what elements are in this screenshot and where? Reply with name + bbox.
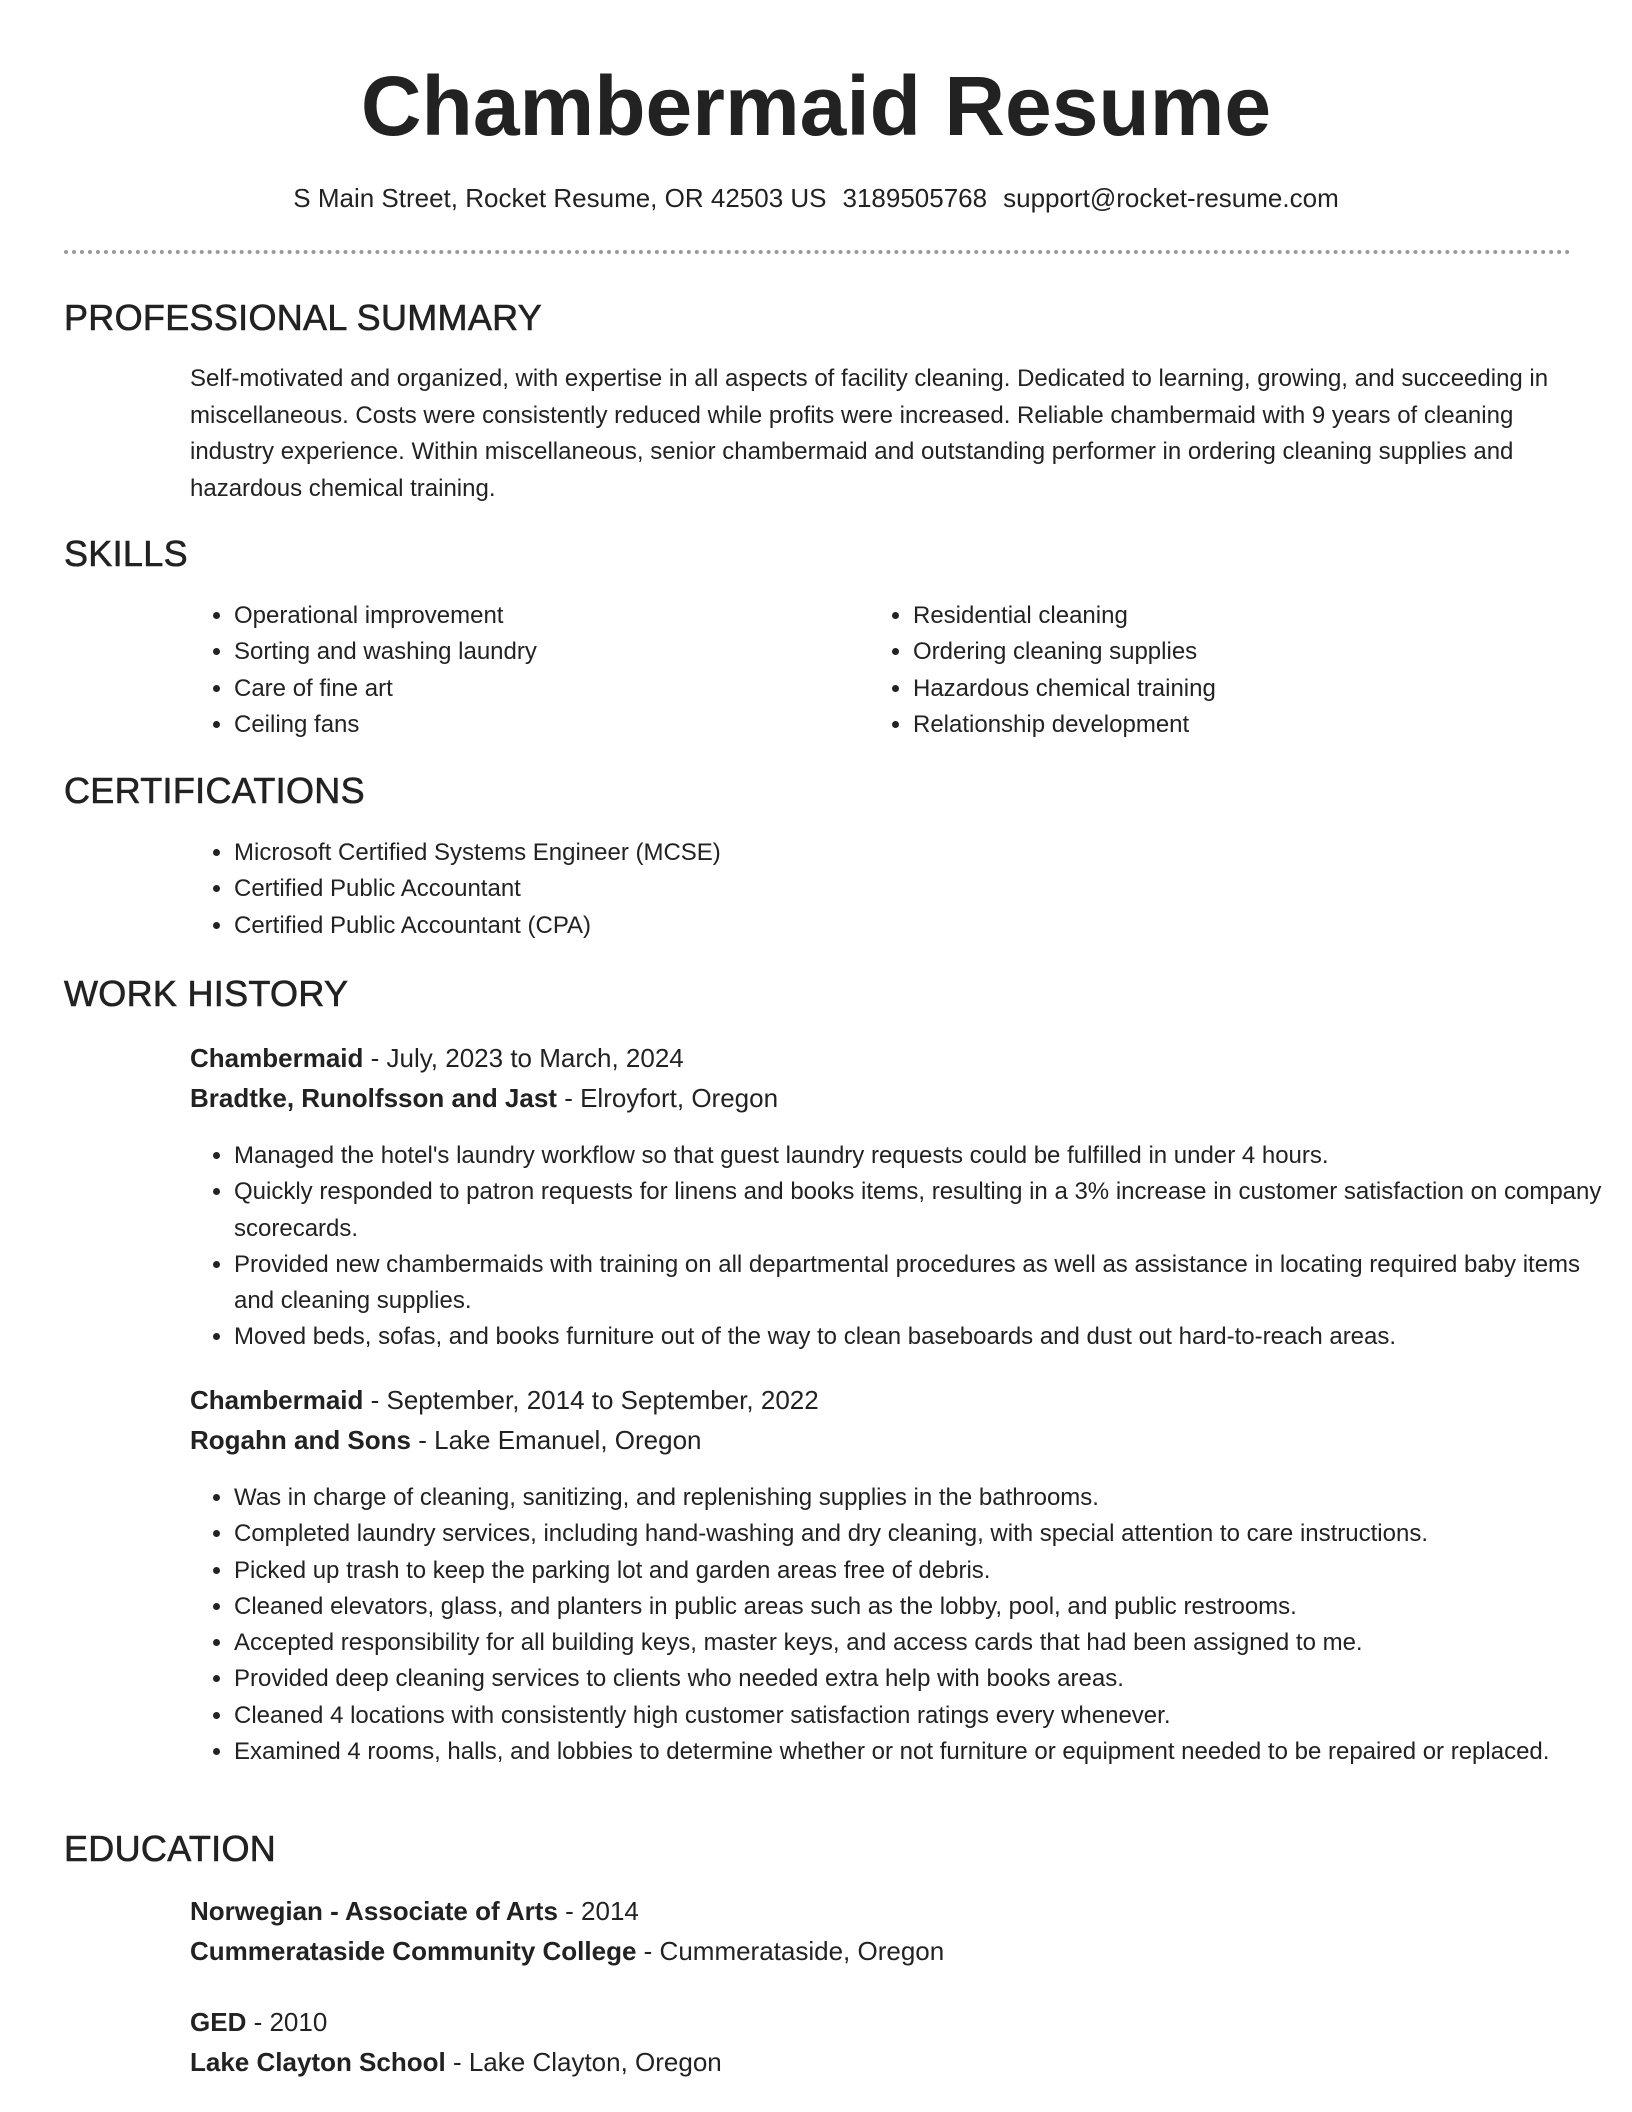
- job-bullet: • Provided new chambermaids with training on all departmental procedures as well as assistance in locating required baby items and cleaning supplies.: [234, 1247, 1616, 1320]
- contact-email: support@rocket-resume.com: [1003, 183, 1339, 213]
- job-bullet: • Accepted responsibility for all building keys, master keys, and access cards that had been assigned to me.: [234, 1625, 1616, 1661]
- section-heading-education: EDUCATION: [64, 1828, 277, 1869]
- education-school-line: [190, 1933, 944, 1969]
- skill-item: • Care of fine art: [234, 671, 834, 707]
- job-company-line: [190, 1422, 702, 1458]
- contact-address: S Main Street, Rocket Resume, OR 42503 US: [293, 183, 827, 213]
- section-heading-certifications: CERTIFICATIONS: [64, 770, 365, 811]
- job-dates: - July, 2023 to March, 2024: [363, 1043, 684, 1073]
- job-bullet: • Cleaned 4 locations with consistently high customer satisfaction ratings every whenever.: [234, 1698, 1616, 1734]
- job-bullet: • Examined 4 rooms, halls, and lobbies to determine whether or not furniture or equipment needed to be repaired or replaced.: [234, 1734, 1616, 1770]
- job-bullet: • Was in charge of cleaning, sanitizing, and replenishing supplies in the bathrooms.: [234, 1480, 1616, 1516]
- skills-list-right: [869, 598, 1553, 743]
- job-role: Chambermaid: [190, 1385, 364, 1415]
- skill-item: • Hazardous chemical training: [913, 671, 1553, 707]
- skill-item: • Residential cleaning: [913, 598, 1553, 634]
- education-year: - 2014: [557, 1896, 639, 1926]
- certifications-list: [190, 835, 1234, 944]
- job-bullets: [190, 1138, 1616, 1356]
- header-divider: [64, 250, 1571, 254]
- job-dates: - September, 2014 to September, 2022: [363, 1385, 819, 1415]
- job-bullet: • Managed the hotel's laundry workflow so that guest laundry requests could be fulfilled in under 4 hours.: [234, 1138, 1616, 1174]
- certification-item: • Certified Public Accountant: [234, 871, 1234, 907]
- job-location: - Lake Emanuel, Oregon: [411, 1425, 702, 1455]
- education-year: - 2010: [246, 2007, 328, 2037]
- job-title-line: [190, 1040, 684, 1076]
- job-title-line: [190, 1382, 819, 1418]
- skill-item: • Ordering cleaning supplies: [913, 634, 1553, 670]
- certification-item: • Microsoft Certified Systems Engineer (MCSE): [234, 835, 1234, 871]
- job-location: - Elroyfort, Oregon: [556, 1083, 779, 1113]
- section-heading-skills: SKILLS: [64, 533, 188, 574]
- job-company: Bradtke, Runolfsson and Jast: [190, 1083, 557, 1113]
- section-heading-summary: PROFESSIONAL SUMMARY: [64, 297, 543, 338]
- skills-list-left: [190, 598, 834, 743]
- job-bullet: • Cleaned elevators, glass, and planters in public areas such as the lobby, pool, and public restrooms.: [234, 1589, 1616, 1625]
- job-role: Chambermaid: [190, 1043, 364, 1073]
- education-degree-line: [190, 1893, 639, 1929]
- certification-item: • Certified Public Accountant (CPA): [234, 908, 1234, 944]
- education-school-line: [190, 2044, 722, 2080]
- skill-item: • Sorting and washing laundry: [234, 634, 834, 670]
- job-company-line: [190, 1080, 778, 1116]
- job-bullet: • Completed laundry services, including hand-washing and dry cleaning, with special attention to care instructions.: [234, 1516, 1616, 1552]
- contact-line: [0, 181, 1632, 215]
- education-degree: GED: [190, 2007, 247, 2037]
- job-bullet: • Quickly responded to patron requests for linens and books items, resulting in a 3% increase in customer satisfaction on company scorecards.: [234, 1174, 1616, 1247]
- education-school: Cummerataside Community College: [190, 1936, 637, 1966]
- contact-phone: 3189505768: [842, 183, 988, 213]
- skill-item: • Relationship development: [913, 707, 1553, 743]
- resume-title: Chambermaid Resume: [360, 59, 1272, 153]
- job-company: Rogahn and Sons: [190, 1425, 411, 1455]
- section-heading-work: WORK HISTORY: [64, 973, 349, 1014]
- education-school: Lake Clayton School: [190, 2047, 446, 2077]
- skill-item: • Operational improvement: [234, 598, 834, 634]
- job-bullet: • Provided deep cleaning services to clients who needed extra help with books areas.: [234, 1661, 1616, 1697]
- summary-text: Self-motivated and organized, with expertise in all aspects of facility cleaning. Dedicated to learning, growing, and succeeding in miscellaneous. Costs were consistently reduced while profits were increased. Reliable chambermaid with 9 years of cleaning industry experience. Within miscellaneous, senior chambermaid and outstanding performer in ordering cleaning supplies and hazardous chemical training.: [190, 365, 1549, 502]
- job-bullets: [190, 1480, 1616, 1770]
- education-location: - Cummerataside, Oregon: [636, 1936, 945, 1966]
- job-bullet: • Moved beds, sofas, and books furniture out of the way to clean baseboards and dust out hard-to-reach areas.: [234, 1319, 1616, 1355]
- education-degree: Norwegian - Associate of Arts: [190, 1896, 558, 1926]
- education-location: - Lake Clayton, Oregon: [445, 2047, 722, 2077]
- education-degree-line: [190, 2004, 327, 2040]
- skill-item: • Ceiling fans: [234, 707, 834, 743]
- job-bullet: • Picked up trash to keep the parking lot and garden areas free of debris.: [234, 1553, 1616, 1589]
